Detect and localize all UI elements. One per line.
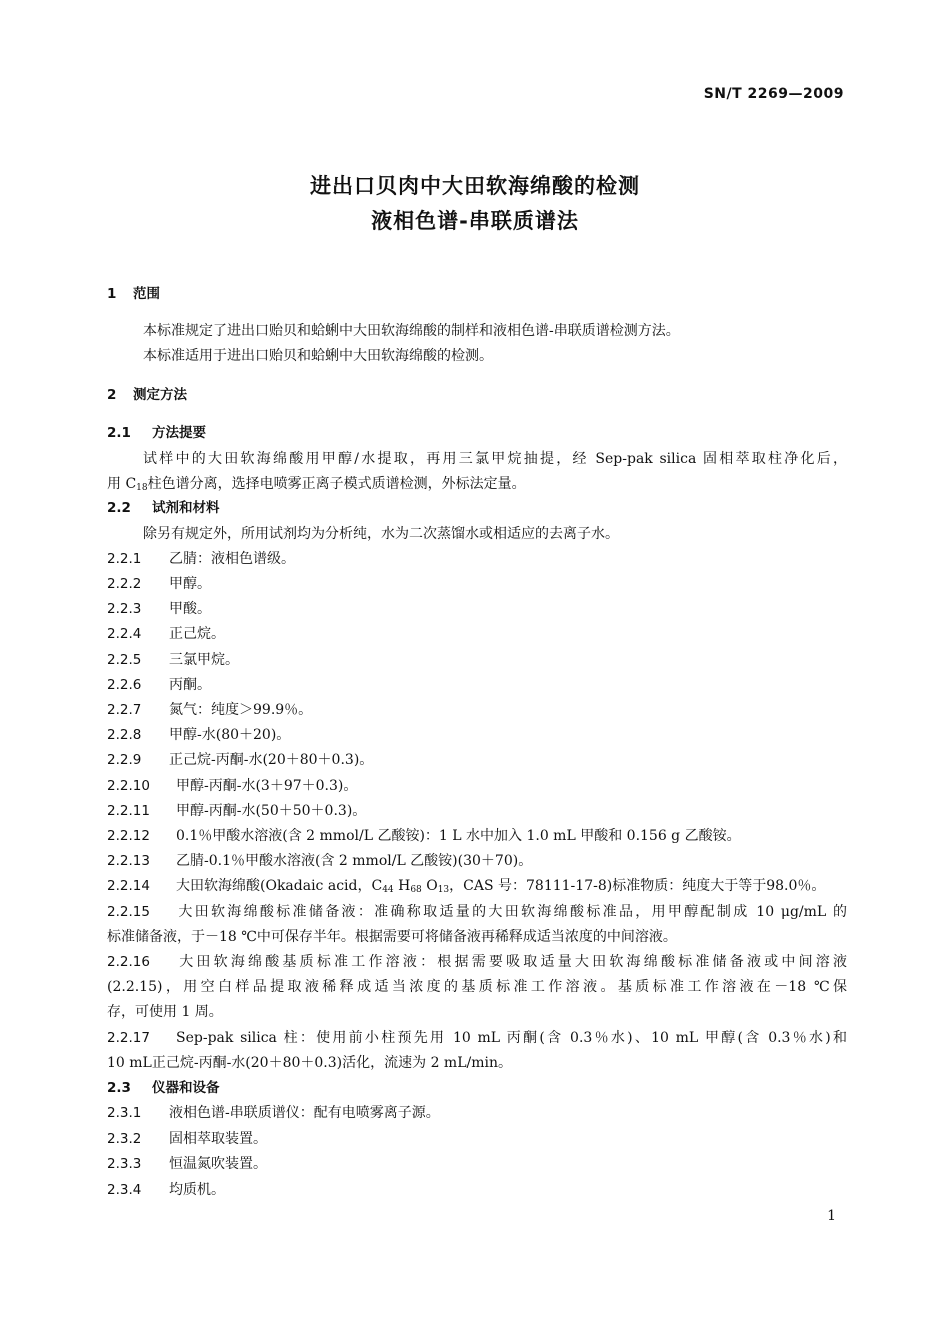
paragraph-continuation: 用 $C_{18}$柱色谱分离，选择电喷雾正离子模式质谱检测，外标法定量。	[107, 476, 526, 493]
document-title-line-2: 液相色谱-串联质谱法	[371, 209, 579, 233]
page-number: 1	[827, 1208, 836, 1224]
section-2-2-heading	[107, 499, 847, 517]
list-item: 2.2.1 乙腈：液相色谱级。	[107, 551, 295, 567]
section-title: 方法提要	[152, 425, 206, 441]
list-item: 2.2.12 0.1％甲酸水溶液(含 2 mmol/L 乙酸铵)：1 L 水中加入 1.0 mL 甲酸和 0.156 g 乙酸铵。	[107, 828, 741, 844]
section-title: 范围	[133, 286, 160, 302]
document-title-line-1: 进出口贝肉中大田软海绵酸的检测	[310, 174, 640, 198]
list-item-continuation: 存，可使用 1 周。	[107, 1004, 223, 1020]
section-2-heading	[107, 386, 847, 404]
section-number: 1	[107, 286, 117, 302]
list-item: 2.2.15 大田软海绵酸标准储备液：准确称取适量的大田软海绵酸标准品，用甲醇配制成 10 μg/mL 的	[107, 904, 847, 920]
section-2-1-heading	[107, 424, 847, 442]
section-title: 试剂和材料	[152, 500, 220, 516]
list-item: 2.3.4 均质机。	[107, 1182, 225, 1198]
standard-code: SN/T 2269—2009	[703, 86, 844, 102]
list-item: 2.3.3 恒温氮吹装置。	[107, 1156, 267, 1172]
section-title: 仪器和设备	[152, 1080, 220, 1096]
list-item: 2.2.4 正己烷。	[107, 626, 225, 642]
list-item: 2.2.5 三氯甲烷。	[107, 652, 239, 668]
list-item: 2.2.3 甲酸。	[107, 601, 211, 617]
list-item: 2.2.7 氮气：纯度＞99.9％。	[107, 702, 313, 718]
paragraph: 试样中的大田软海绵酸用甲醇/水提取，再用三氯甲烷抽提，经 Sep-pak silica 固相萃取柱净化后，	[143, 451, 847, 467]
list-item: 2.2.13 乙腈-0.1％甲酸水溶液(含 2 mmol/L 乙酸铵)(30＋70)。	[107, 853, 533, 869]
section-number: 2.1	[107, 425, 131, 441]
list-item: 2.2.11 甲醇-丙酮-水(50＋50＋0.3)。	[107, 803, 367, 819]
section-2-3-heading	[107, 1079, 847, 1097]
list-item-continuation: 10 mL正己烷-丙酮-水(20＋80＋0.3)活化，流速为 2 mL/min。	[107, 1055, 512, 1071]
section-number: 2	[107, 387, 117, 403]
list-item: 2.3.2 固相萃取装置。	[107, 1131, 267, 1147]
paragraph: 本标准适用于进出口贻贝和蛤蜊中大田软海绵酸的检测。	[143, 348, 493, 364]
paragraph: 本标准规定了进出口贻贝和蛤蜊中大田软海绵酸的制样和液相色谱-串联质谱检测方法。	[143, 323, 680, 339]
list-item: 2.3.1 液相色谱-串联质谱仪：配有电喷雾离子源。	[107, 1105, 440, 1121]
section-1-heading	[107, 285, 847, 303]
list-item: 2.2.8 甲醇-水(80＋20)。	[107, 727, 291, 743]
list-item: 2.2.2 甲醇。	[107, 576, 211, 592]
list-item-continuation: (2.2.15)，用空白样品提取液稀释成适当浓度的基质标准工作溶液。基质标准工作溶液在－18 ℃保	[107, 979, 847, 995]
list-item-continuation: 标准储备液，于－18 ℃中可保存半年。根据需要可将储备液再稀释成适当浓度的中间溶液。	[107, 929, 677, 945]
list-item: 2.2.17 Sep-pak silica 柱：使用前小柱预先用 10 mL 丙酮(含 0.3％水)、10 mL 甲醇(含 0.3％水)和	[107, 1030, 847, 1046]
paragraph: 除另有规定外，所用试剂均为分析纯，水为二次蒸馏水或相适应的去离子水。	[143, 526, 619, 542]
section-title: 测定方法	[133, 387, 187, 403]
list-item: 2.2.10 甲醇-丙酮-水(3＋97＋0.3)。	[107, 778, 358, 794]
list-item: 2.2.9 正己烷-丙酮-水(20＋80＋0.3)。	[107, 752, 374, 768]
list-item: 2.2.6 丙酮。	[107, 677, 211, 693]
list-item: 2.2.14 大田软海绵酸(Okadaic acid，$C_{44}$ $H_{68}$ $O_{13}$，CAS 号：78111-17-8)标准物质：纯度大于等于98.0％。	[107, 878, 826, 895]
section-number: 2.2	[107, 500, 131, 516]
list-item: 2.2.16 大田软海绵酸基质标准工作溶液：根据需要吸取适量大田软海绵酸标准储备液或中间溶液	[107, 954, 847, 970]
section-number: 2.3	[107, 1080, 131, 1096]
